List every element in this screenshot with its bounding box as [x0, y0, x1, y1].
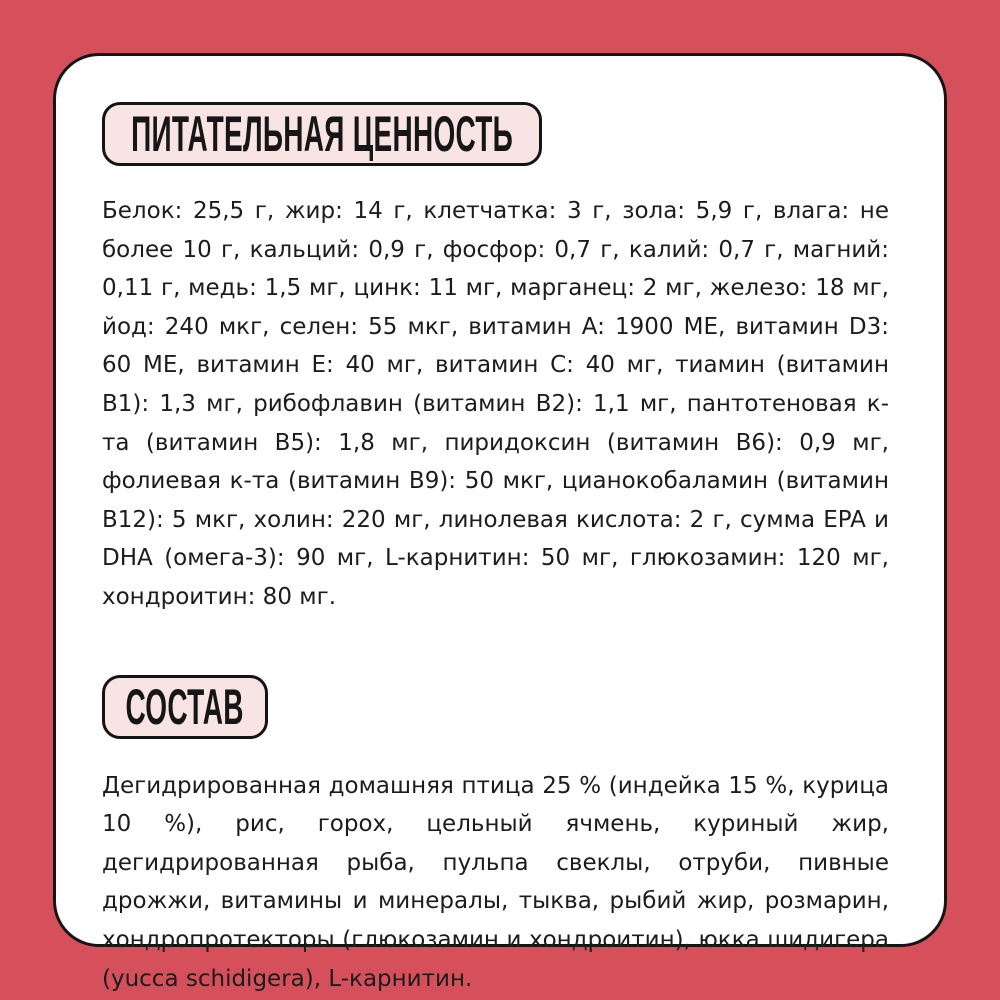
info-card — [53, 53, 947, 992]
composition-title-badge — [102, 675, 268, 739]
composition-title: СОСТАВ — [125, 678, 245, 735]
nutritional-value-title: ПИТАТЕЛЬНАЯ ЦЕННОСТЬ — [130, 106, 514, 162]
composition-text: Дегидрированная домашняя птица 25 % (индейка 15 %, курица 10 %), рис, горох, цельный ячмень, куриный жир, дегидрированная рыба, пульпа свеклы, отруби, пивные дрожжи, витамины и минералы, тыква, рыбий жир, розмарин, хондропротекторы (глюкозамин и хондроитин), юкка шидигера (yucca schidigera), L-карнитин. — [102, 772, 889, 992]
section-nutritional-value — [102, 102, 889, 617]
section-composition — [102, 675, 889, 999]
nutritional-value-text: Белок: 25,5 г, жир: 14 г, клетчатка: 3 г, зола: 5,9 г, влага: не более 10 г, кальций: 0,9 г, фосфор: 0,7 г, калий: 0,7 г, магний: 0,11 г, медь: 1,5 мг, цинк: 11 мг, марганец: 2 мг, железо: 18 мг, йод: 240 мкг, селен: 55 мкг, витамин A: 1900 МЕ, витамин D3: 60 МЕ, витамин E: 40 мг, витамин C: 40 мг, тиамин (витамин B1): 1,3 мг, рибофлавин (витамин B2): 1,1 мг, пантотеновая к-та (витамин B5): 1,8 мг, пиридоксин (витамин B6): 0,9 мг, фолиевая к-та (витамин B9): 50 мкг, цианокобаламин (витамин B12): 5 мкг, холин: 220 мг, линолевая кислота: 2 г, сумма EPA и DHA (омега-3): 90 мг, L-карнитин: 50 мг, глюкозамин: 120 мг, хондроитин: 80 мг. — [102, 198, 889, 610]
nutritional-value-title-badge — [102, 102, 542, 166]
